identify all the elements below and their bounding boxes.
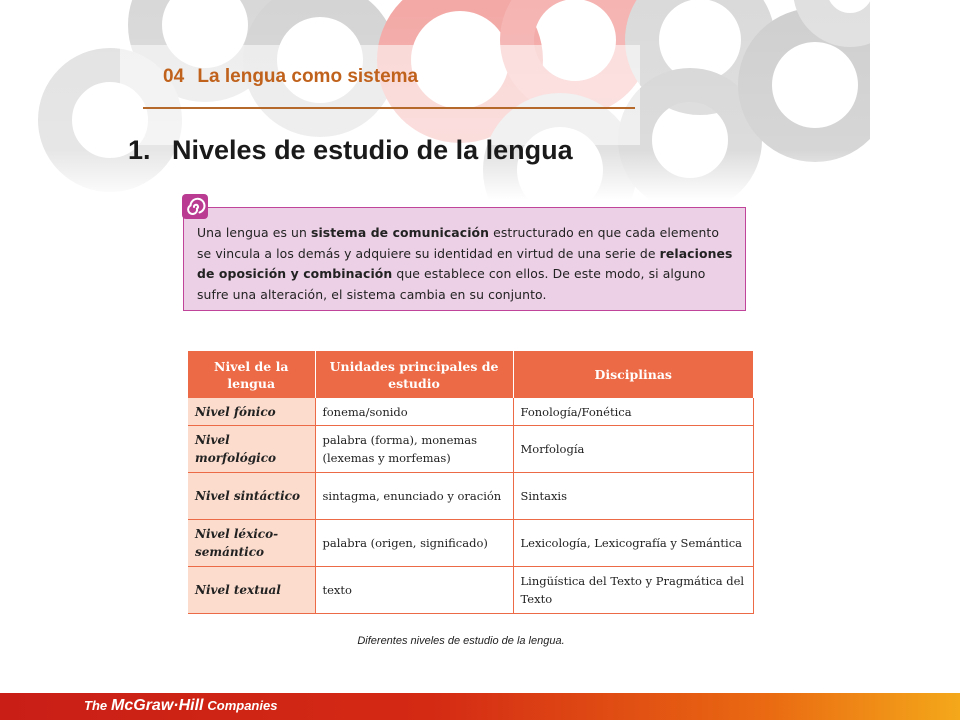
definition-text-part: que establece con ellos. De este modo, si alguno sufre una alteración, el sistema cambia en su conjunto. xyxy=(197,266,706,302)
disciplines-cell: Fonología/Fonética xyxy=(513,398,753,426)
slide-header xyxy=(163,66,418,88)
units-cell: palabra (forma), monemas (lexemas y morfemas) xyxy=(315,426,513,473)
level-cell: Nivel léxico-semántico xyxy=(188,520,315,567)
column-header: Nivel de la lengua xyxy=(188,351,315,398)
section-title xyxy=(128,135,573,166)
background-rings-decoration xyxy=(0,0,960,200)
definition-box xyxy=(183,207,746,311)
footer-bar xyxy=(0,693,960,720)
level-cell: Nivel sintáctico xyxy=(188,473,315,520)
table-caption: Diferentes niveles de estudio de la lengua. xyxy=(357,635,565,647)
level-cell: Nivel morfológico xyxy=(188,426,315,473)
table-row xyxy=(188,473,753,520)
levels-table xyxy=(188,351,754,614)
table-row xyxy=(188,520,753,567)
column-header: Disciplinas xyxy=(513,351,753,398)
units-cell: texto xyxy=(315,567,513,614)
logo-companies: Companies xyxy=(207,698,278,713)
level-cell: Nivel textual xyxy=(188,567,315,614)
table-row xyxy=(188,426,753,473)
definition-text xyxy=(197,223,737,305)
header-divider xyxy=(143,107,635,109)
definition-text-part: estructurado en que cada elemento se vincula a los demás y adquiere su identidad en virtud de una serie de xyxy=(197,225,720,261)
units-cell: fonema/sonido xyxy=(315,398,513,426)
unit-number: 04 xyxy=(163,66,185,87)
definition-bold-term: sistema de comunicación xyxy=(310,225,490,240)
disciplines-cell: Sintaxis xyxy=(513,473,753,520)
table-row xyxy=(188,398,753,426)
logo-the: The xyxy=(84,698,108,713)
logo-brand: McGraw·Hill xyxy=(111,697,204,714)
table-row xyxy=(188,567,753,614)
publisher-logo xyxy=(84,697,277,715)
section-title-text: Niveles de estudio de la lengua xyxy=(172,135,573,165)
table-header-row xyxy=(188,351,753,398)
disciplines-cell: Morfología xyxy=(513,426,753,473)
units-cell: palabra (origen, significado) xyxy=(315,520,513,567)
level-cell: Nivel fónico xyxy=(188,398,315,426)
column-header: Unidades principales de estudio xyxy=(315,351,513,398)
definition-bold-term: relaciones de oposición y combinación xyxy=(197,245,733,281)
disciplines-cell: Lexicología, Lexicografía y Semántica xyxy=(513,520,753,567)
units-cell: sintagma, enunciado y oración xyxy=(315,473,513,520)
unit-title: La lengua como sistema xyxy=(197,66,419,87)
spiral-icon xyxy=(181,193,211,221)
section-number: 1. xyxy=(128,135,151,165)
disciplines-cell: Lingüística del Texto y Pragmática del Texto xyxy=(513,567,753,614)
definition-text-part: Una lengua es un xyxy=(197,225,311,240)
